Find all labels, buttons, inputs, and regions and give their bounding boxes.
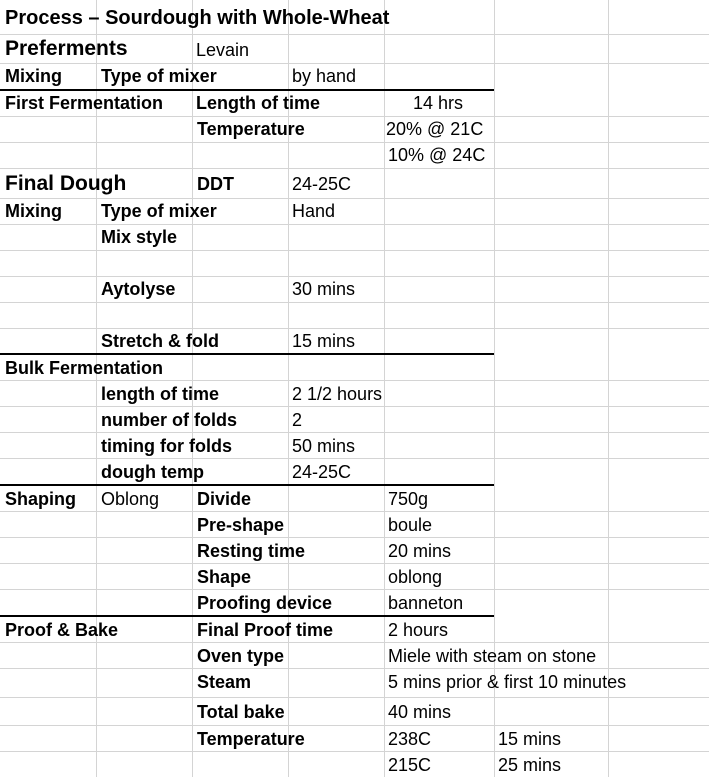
first-fermentation-temp-label: Temperature bbox=[197, 119, 305, 139]
proof-bake-row-value: 40 mins bbox=[388, 702, 452, 722]
first-fermentation-label: First Fermentation bbox=[5, 93, 164, 113]
grid-row-line bbox=[0, 168, 709, 169]
grid-row-line bbox=[0, 116, 709, 117]
proof-bake-row-value: 5 mins prior & first 10 minutes bbox=[388, 672, 627, 692]
page-title: Process – Sourdough with Whole-Wheat bbox=[5, 7, 390, 29]
shaping-row-key: Divide bbox=[197, 489, 252, 509]
grid-row-line bbox=[0, 589, 709, 590]
shaping-row-key: Proofing device bbox=[197, 593, 333, 613]
aytolyse-value: 30 mins bbox=[292, 279, 356, 299]
grid-row-line bbox=[0, 458, 709, 459]
proof-bake-row-key: Oven type bbox=[197, 646, 285, 666]
bulk-row-key: timing for folds bbox=[101, 436, 232, 456]
grid-row-line bbox=[0, 406, 709, 407]
grid-row-line bbox=[0, 34, 709, 35]
grid-row-line bbox=[0, 511, 709, 512]
aytolyse-label: Aytolyse bbox=[101, 279, 176, 299]
grid-row-line bbox=[0, 751, 709, 752]
grid-row-line bbox=[0, 328, 709, 329]
bake-temperature-label: Temperature bbox=[197, 729, 305, 749]
stretch-fold-value: 15 mins bbox=[292, 331, 356, 351]
proof-bake-label: Proof & Bake bbox=[5, 620, 119, 640]
shaping-row-value: banneton bbox=[388, 593, 464, 613]
bake-temp-value: 238C bbox=[388, 729, 432, 749]
mix-style-label: Mix style bbox=[101, 227, 178, 247]
first-fermentation-temp-value-1: 20% @ 21C bbox=[386, 119, 484, 139]
bulk-row-key: length of time bbox=[101, 384, 219, 404]
ddt-value: 24-25C bbox=[292, 174, 352, 194]
first-fermentation-temp-value-2: 10% @ 24C bbox=[388, 145, 486, 165]
section-border bbox=[0, 353, 494, 355]
shaping-row-value: boule bbox=[388, 515, 433, 535]
pre-mixing-key: Type of mixer bbox=[101, 66, 217, 86]
bulk-row-value: 2 bbox=[292, 410, 303, 430]
pre-mixing-label: Mixing bbox=[5, 66, 62, 86]
mixing-label: Mixing bbox=[5, 201, 62, 221]
proof-bake-row-key: Total bake bbox=[197, 702, 285, 722]
grid-row-line bbox=[0, 302, 709, 303]
shaping-row-key: Resting time bbox=[197, 541, 306, 561]
grid-row-line bbox=[0, 432, 709, 433]
grid-row-line bbox=[0, 697, 709, 698]
bake-temp-time: 25 mins bbox=[498, 755, 562, 775]
bake-temp-value: 215C bbox=[388, 755, 432, 775]
grid-row-line bbox=[0, 668, 709, 669]
bake-temp-time: 15 mins bbox=[498, 729, 562, 749]
grid-row-line bbox=[0, 276, 709, 277]
bulk-row-key: number of folds bbox=[101, 410, 237, 430]
final-dough-label: Final Dough bbox=[5, 172, 127, 195]
shaping-row-key: Pre-shape bbox=[197, 515, 285, 535]
section-border bbox=[0, 89, 494, 91]
preferments-label: Preferments bbox=[5, 37, 128, 60]
first-fermentation-length-value: 14 hrs bbox=[413, 93, 464, 113]
shaping-row-value: 750g bbox=[388, 489, 429, 509]
grid-row-line bbox=[0, 198, 709, 199]
stretch-fold-label: Stretch & fold bbox=[101, 331, 220, 351]
preferments-value: Levain bbox=[196, 40, 250, 60]
proof-bake-row-key: Steam bbox=[197, 672, 252, 692]
grid-row-line bbox=[0, 642, 709, 643]
grid-row-line bbox=[0, 63, 709, 64]
shaping-label: Shaping bbox=[5, 489, 76, 509]
proof-bake-row-value: 2 hours bbox=[388, 620, 449, 640]
grid-row-line bbox=[0, 563, 709, 564]
mixing-type-value: Hand bbox=[292, 201, 336, 221]
ddt-label: DDT bbox=[197, 174, 234, 194]
mixing-type-label: Type of mixer bbox=[101, 201, 217, 221]
shaping-row-key: Shape bbox=[197, 567, 252, 587]
pre-mixing-value: by hand bbox=[292, 66, 357, 86]
grid-row-line bbox=[0, 250, 709, 251]
grid-row-line bbox=[0, 142, 709, 143]
shaping-row-value: 20 mins bbox=[388, 541, 452, 561]
bulk-row-value: 2 1/2 hours bbox=[292, 384, 383, 404]
section-border bbox=[0, 484, 494, 486]
bulk-fermentation-label: Bulk Fermentation bbox=[5, 358, 164, 378]
proof-bake-row-key: Final Proof time bbox=[197, 620, 334, 640]
grid-row-line bbox=[0, 380, 709, 381]
shaping-row-value: oblong bbox=[388, 567, 443, 587]
grid-row-line bbox=[0, 725, 709, 726]
grid-row-line bbox=[0, 537, 709, 538]
section-border bbox=[0, 615, 494, 617]
bulk-row-value: 24-25C bbox=[292, 462, 352, 482]
grid-row-line bbox=[0, 224, 709, 225]
proof-bake-row-value: Miele with steam on stone bbox=[388, 646, 597, 666]
bulk-row-value: 50 mins bbox=[292, 436, 356, 456]
first-fermentation-length-label: Length of time bbox=[196, 93, 320, 113]
shaping-form: Oblong bbox=[101, 489, 160, 509]
bulk-row-key: dough temp bbox=[101, 462, 204, 482]
